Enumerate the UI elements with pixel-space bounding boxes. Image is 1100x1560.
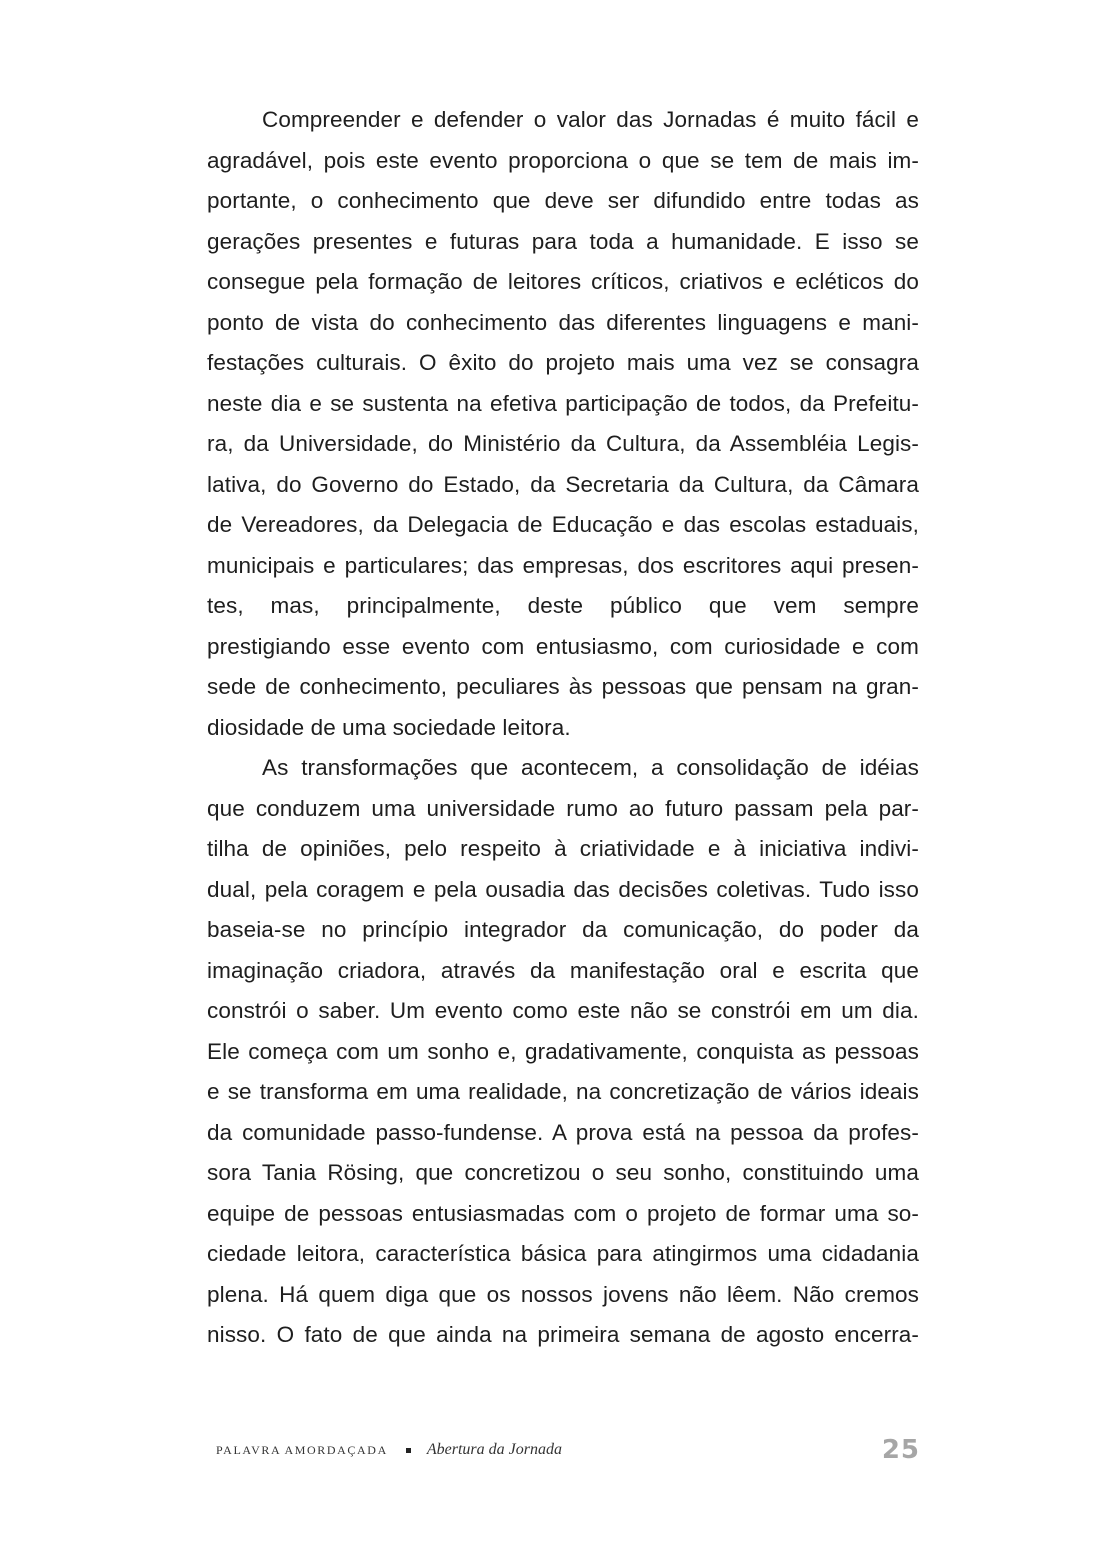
text-line: ciedade leitora, característica básica para atingirmos uma cidadania (207, 1241, 919, 1266)
text-line: As transformações que acontecem, a consolidação de idéias (262, 755, 919, 780)
text-line: constrói o saber. Um evento como este não se constrói em um dia. (207, 998, 919, 1023)
text-line: plena. Há quem diga que os nossos jovens não lêem. Não cremos (207, 1281, 919, 1307)
text-line: Ele começa com um sonho e, gradativamente, conquista as pessoas (207, 1038, 919, 1064)
body-text (207, 100, 919, 1356)
text-line: neste dia e se sustenta na efetiva participação de todos, da Prefeitu- (207, 390, 919, 416)
text-line: lativa, do Governo do Estado, da Secretaria da Cultura, da Câmara (207, 471, 919, 497)
text-line: festações culturais. O êxito do projeto mais uma vez se consagra (207, 350, 919, 375)
text-line: tilha de opiniões, pelo respeito à criatividade e à iniciativa indivi- (207, 836, 919, 861)
text-line: portante, o conhecimento que deve ser difundido entre todas as (207, 188, 919, 213)
text-line: e se transforma em uma realidade, na concretização de vários ideais (207, 1079, 919, 1104)
text-line: imaginação criadora, através da manifestação oral e escrita que (207, 957, 919, 983)
text-line: prestigiando esse evento com entusiasmo, com curiosidade e com (207, 633, 919, 659)
text-line: diosidade de uma sociedade leitora. (207, 714, 571, 740)
running-head: PALAVRA AMORDAÇADA (216, 1442, 388, 1457)
text-line: tes, mas, principalmente, deste público que vem sempre (207, 593, 919, 618)
text-line: ponto de vista do conhecimento das diferentes linguagens e mani- (207, 309, 919, 335)
text-line: sora Tania Rösing, que concretizou o seu sonho, constituindo uma (207, 1160, 919, 1185)
section-title: Abertura da Jornada (426, 1441, 562, 1458)
text-line: sede de conhecimento, peculiares às pessoas que pensam na gran- (207, 674, 919, 699)
text-line: gerações presentes e futuras para toda a humanidade. E isso se (207, 228, 919, 254)
text-line: que conduzem uma universidade rumo ao futuro passam pela par- (207, 795, 919, 821)
text-line: consegue pela formação de leitores críticos, criativos e ecléticos do (207, 269, 919, 294)
text-line: nisso. O fato de que ainda na primeira semana de agosto encerra- (207, 1322, 919, 1347)
text-line: dual, pela coragem e pela ousadia das decisões coletivas. Tudo isso (207, 876, 919, 902)
text-line: de Vereadores, da Delegacia de Educação e das escolas estaduais, (207, 512, 919, 537)
text-line: baseia-se no princípio integrador da comunicação, do poder da (207, 917, 919, 942)
text-line: municipais e particulares; das empresas, dos escritores aqui presen- (207, 552, 919, 578)
text-line: ra, da Universidade, do Ministério da Cultura, da Assembléia Legis- (207, 431, 919, 456)
text-line: agradável, pois este evento proporciona o que se tem de mais im- (207, 147, 919, 173)
text-line: da comunidade passo-fundense. A prova está na pessoa da profes- (207, 1119, 919, 1145)
page-footer (216, 1432, 920, 1468)
text-line: equipe de pessoas entusiasmadas com o projeto de formar uma so- (207, 1200, 919, 1226)
text-line: Compreender e defender o valor das Jornadas é muito fácil e (262, 107, 919, 132)
page-number: 25 (881, 1435, 920, 1465)
bullet-separator (406, 1448, 411, 1453)
